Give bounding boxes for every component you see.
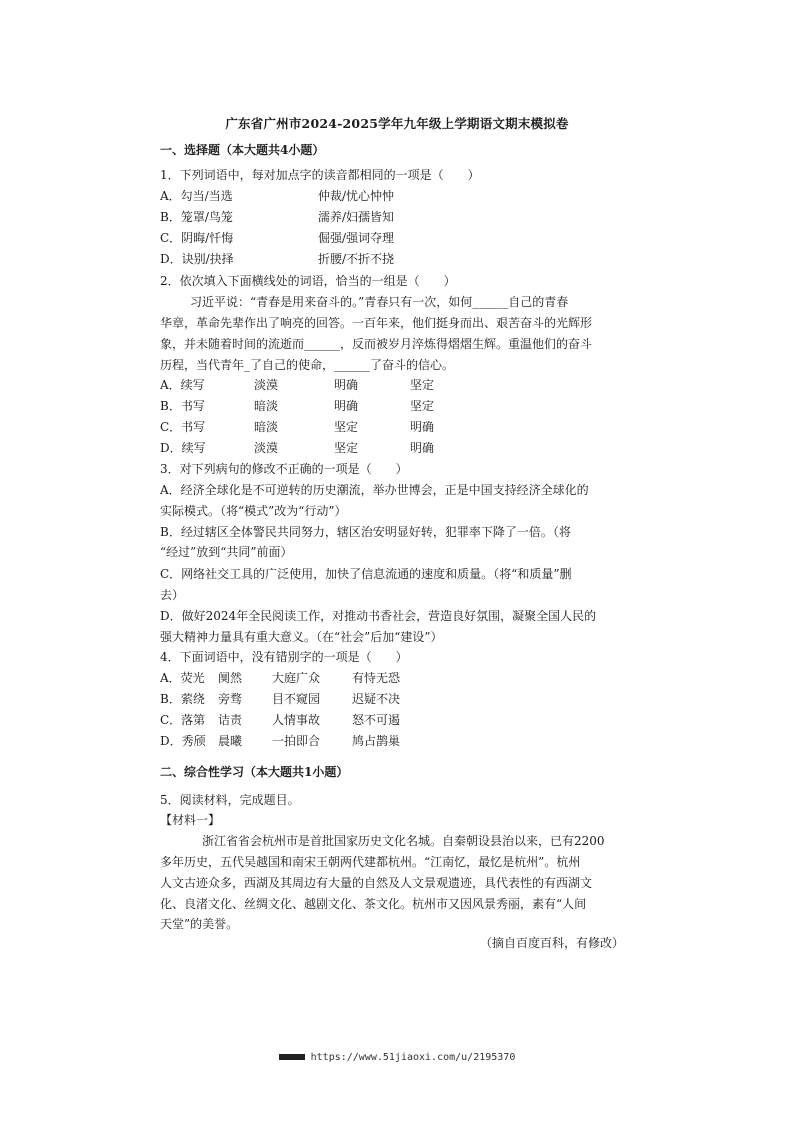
q1-option-d-right: 折腰/不折不挠 xyxy=(318,252,395,266)
footer-url[interactable]: https://www.51jiaoxi.com/u/2195370 xyxy=(310,1052,516,1063)
q2-b-1: B．书写 xyxy=(160,399,205,413)
q4-d-4: 鸠占鹊巢 xyxy=(352,734,401,748)
material-1-line-4: 化、良渚文化、丝绸文化、越剧文化、茶文化。杭州市又因风景秀丽，素有“人间 xyxy=(160,897,587,911)
q2-b-3: 明确 xyxy=(334,399,359,413)
q1-option-c-right: 倔强/强词夺理 xyxy=(318,231,395,245)
material-1-line-1: 浙江省省会杭州市是首批国家历史文化名城。自秦朝设县治以来，已有2200 xyxy=(202,834,605,848)
q2-d-4: 明确 xyxy=(410,441,435,455)
q4-a-3: 大庭广众 xyxy=(272,671,321,685)
q2-passage-line-4: 历程，当代青年_了自己的使命，______了奋斗的信心。 xyxy=(160,358,455,372)
q1-option-d xyxy=(160,249,395,269)
footer-watermark xyxy=(0,1052,794,1063)
q2-passage-line-1: 习近平说：“青春是用来奋斗的。”青春只有一次，如何______自己的青春 xyxy=(190,295,569,309)
q2-c-3: 坚定 xyxy=(334,420,359,434)
q2-a-4: 坚定 xyxy=(410,378,435,392)
q2-a-3: 明确 xyxy=(334,378,359,392)
q2-a-1: A．续写 xyxy=(160,378,205,392)
q1-option-a-left: A．勾当/当选 xyxy=(160,189,233,203)
q1-option-a xyxy=(160,186,395,206)
section-2-heading: 二、综合性学习（本大题共1小题） xyxy=(160,765,349,779)
q3-line-5: C．网络社交工具的广泛使用，加快了信息流通的速度和质量。（将“和质量”删 xyxy=(160,567,572,581)
q1-option-c-left: C．阴晦/忏悔 xyxy=(160,231,234,245)
page-title: 广东省广州市2024-2025学年九年级上学期语文期末模拟卷 xyxy=(225,116,569,131)
question-4-stem: 4．下面词语中，没有错别字的一项是（ ） xyxy=(160,650,408,664)
q2-option-a xyxy=(160,375,435,395)
q2-passage-line-3: 象，并未随着时间的流逝而______，反而被岁月淬炼得熠熠生辉。重温他们的奋斗 xyxy=(160,337,593,351)
q2-c-2: 暗淡 xyxy=(254,420,279,434)
site-logo-icon xyxy=(279,1054,305,1060)
q4-d-1: D．秀颀 xyxy=(160,734,206,748)
q3-line-2: 实际模式。（将“模式”改为“行动”） xyxy=(160,504,347,518)
section-1-heading: 一、选择题（本大题共4小题） xyxy=(160,143,325,157)
q4-b-1: B．萦绕 xyxy=(160,692,205,706)
q4-d-2: 晨曦 xyxy=(218,734,243,748)
q1-option-b-right: 濡养/妇孺皆知 xyxy=(318,210,395,224)
q4-a-2: 阒然 xyxy=(218,671,243,685)
q4-b-4: 迟疑不决 xyxy=(352,692,401,706)
material-1-label: 【材料一】 xyxy=(160,813,221,827)
q3-line-6: 去） xyxy=(160,588,185,602)
question-2-stem: 2．依次填入下面横线处的词语，恰当的一组是（ ） xyxy=(160,274,456,288)
q2-passage-line-2: 华章，革命先辈作出了响亮的回答。一百年来，他们挺身而出、艰苦奋斗的光辉形 xyxy=(160,316,593,330)
q4-c-2: 诘责 xyxy=(218,713,243,727)
q1-option-a-right: 仲裁/忧心忡忡 xyxy=(318,189,395,203)
question-5-stem: 5．阅读材料，完成题目。 xyxy=(160,793,300,807)
q4-option-b xyxy=(160,689,401,709)
q2-c-1: C．书写 xyxy=(160,420,206,434)
q3-line-7: D．做好2024年全民阅读工作，对推动书香社会，营造良好氛围，凝聚全国人民的 xyxy=(160,609,597,623)
q2-option-c xyxy=(160,417,435,437)
q4-c-4: 怒不可遏 xyxy=(352,713,401,727)
q2-d-2: 淡漠 xyxy=(254,441,279,455)
q1-option-d-left: D．诀别/抉择 xyxy=(160,252,234,266)
q4-b-3: 目不窥园 xyxy=(272,692,321,706)
q4-option-d xyxy=(160,731,401,751)
q4-option-c xyxy=(160,710,401,730)
q4-option-a xyxy=(160,668,401,688)
q2-d-1: D．续写 xyxy=(160,441,206,455)
q1-option-b-left: B．笼罩/鸟笼 xyxy=(160,210,233,224)
q3-line-4: “经过”放到“共同”前面） xyxy=(160,545,293,559)
question-1-stem: 1．下列词语中，每对加点字的读音都相同的一项是（ ） xyxy=(160,168,480,182)
q2-d-3: 坚定 xyxy=(334,441,359,455)
q4-c-3: 人情事故 xyxy=(272,713,321,727)
q2-option-d xyxy=(160,438,435,458)
material-1-source: （摘自百度百科，有修改） xyxy=(480,936,625,950)
q4-a-1: A．荧光 xyxy=(160,671,205,685)
q3-line-8: 强大精神力量具有重大意义。（在“社会”后加“建设”） xyxy=(160,630,443,644)
q3-line-1: A．经济全球化是不可逆转的历史潮流，举办世博会，正是中国支持经济全球化的 xyxy=(160,483,589,497)
material-1-line-5: 天堂”的美誉。 xyxy=(160,917,239,931)
q4-c-1: C．落第 xyxy=(160,713,206,727)
q2-c-4: 明确 xyxy=(410,420,435,434)
q2-b-2: 暗淡 xyxy=(254,399,279,413)
q4-a-4: 有恃无恐 xyxy=(352,671,401,685)
question-3-stem: 3．对下列病句的修改不正确的一项是（ ） xyxy=(160,462,408,476)
q2-b-4: 坚定 xyxy=(410,399,435,413)
material-1-line-2: 多年历史，五代吴越国和南宋王朝两代建都杭州。“江南忆，最忆是杭州”。杭州 xyxy=(160,855,581,869)
q1-option-b xyxy=(160,207,395,227)
q2-a-2: 淡漠 xyxy=(254,378,279,392)
q2-option-b xyxy=(160,396,435,416)
q4-d-3: 一拍即合 xyxy=(272,734,321,748)
q4-b-2: 旁骛 xyxy=(218,692,243,706)
q3-line-3: B．经过辖区全体警民共同努力，辖区治安明显好转，犯罪率下降了一倍。（将 xyxy=(160,525,571,539)
q1-option-c xyxy=(160,228,395,248)
material-1-line-3: 人文古迹众多，西湖及其周边有大量的自然及人文景观遗迹，具代表性的有西湖文 xyxy=(160,876,593,890)
